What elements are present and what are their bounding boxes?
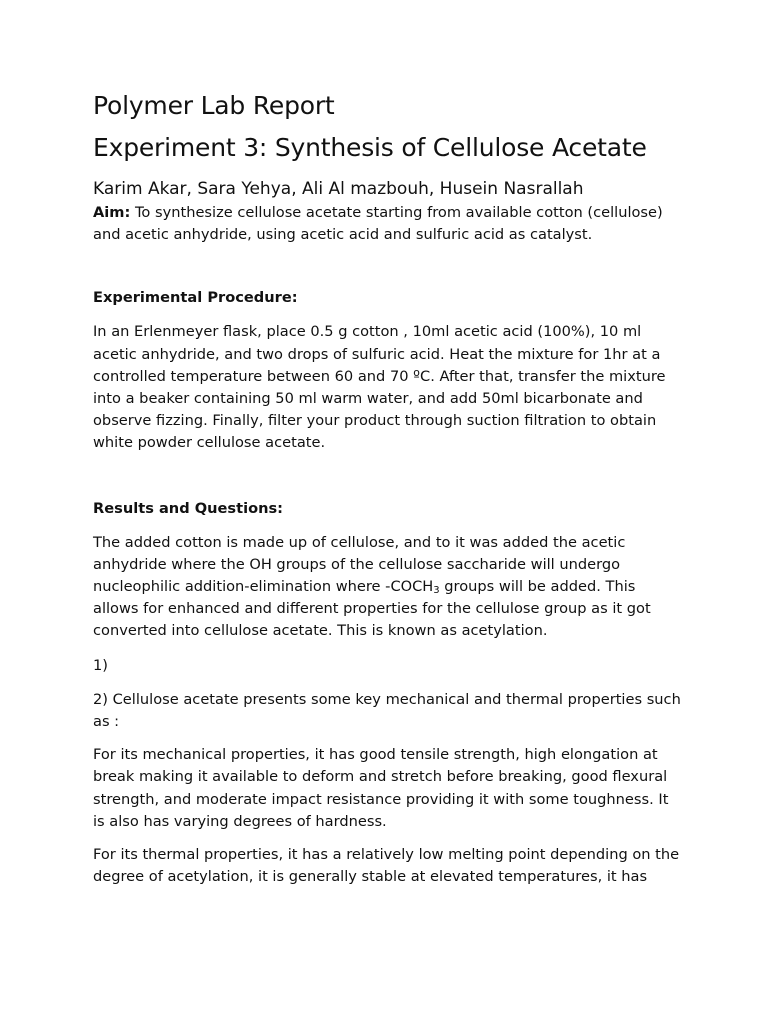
mechanical-properties-paragraph: For its mechanical properties, it has good tensile strength, high elongation at break making it available to deform and stretch before breaking, good flexural strength, and moderate impact resistance providing it with some toughness. It is also has varying degrees of hardness.: [93, 746, 669, 830]
author-list: Karim Akar, Sara Yehya, Ali Al mazbouh, Husein Nasrallah: [93, 179, 584, 199]
experiment-title: Experiment 3: Synthesis of Cellulose Acetate: [93, 133, 647, 162]
thermal-properties-paragraph: For its thermal properties, it has a relatively low melting point depending on the degree of acetylation, it is generally stable at elevated temperatures, it has: [93, 846, 680, 886]
question-2: 2) Cellulose acetate presents some key mechanical and thermal properties such as :: [93, 690, 681, 731]
question-1: 1): [93, 656, 108, 674]
document-body: [93, 88, 683, 888]
report-title: Polymer Lab Report: [93, 91, 335, 120]
aim-paragraph: [93, 202, 683, 246]
results-paragraph: [93, 532, 683, 643]
procedure-paragraph: In an Erlenmeyer flask, place 0.5 g cotton , 10ml acetic acid (100%), 10 ml acetic anhydride, and two drops of sulfuric acid. Heat the mixture for 1hr at a controlled temperature between 60 and 70 ºC. After that, transfer the mixture into a beaker containing 50 ml warm water, and add 50ml bicarbonate and observe fizzing. Finally, filter your product through suction filtration to obtain white powder cellulose acetate.: [93, 323, 666, 452]
results-heading: Results and Questions:: [93, 499, 284, 517]
aim-text: To synthesize cellulose acetate starting from available cotton (cellulose) and acetic anhydride, using acetic acid and sulfuric acid as catalyst.: [93, 204, 663, 244]
procedure-heading: Experimental Procedure:: [93, 289, 298, 307]
subscript-3: 3: [433, 585, 440, 597]
aim-label: Aim:: [93, 204, 131, 221]
results-text-part2: groups will be added. This allows for enhanced and different properties for the cellulose group as it got converted into cellulose acetate. This is known as acetylation.: [93, 578, 651, 640]
results-text-part1: The added cotton is made up of cellulose, and to it was added the acetic anhydride where the OH groups of the cellulose saccharide will undergo nucleophilic addition-elimination where -COCH: [93, 533, 626, 596]
